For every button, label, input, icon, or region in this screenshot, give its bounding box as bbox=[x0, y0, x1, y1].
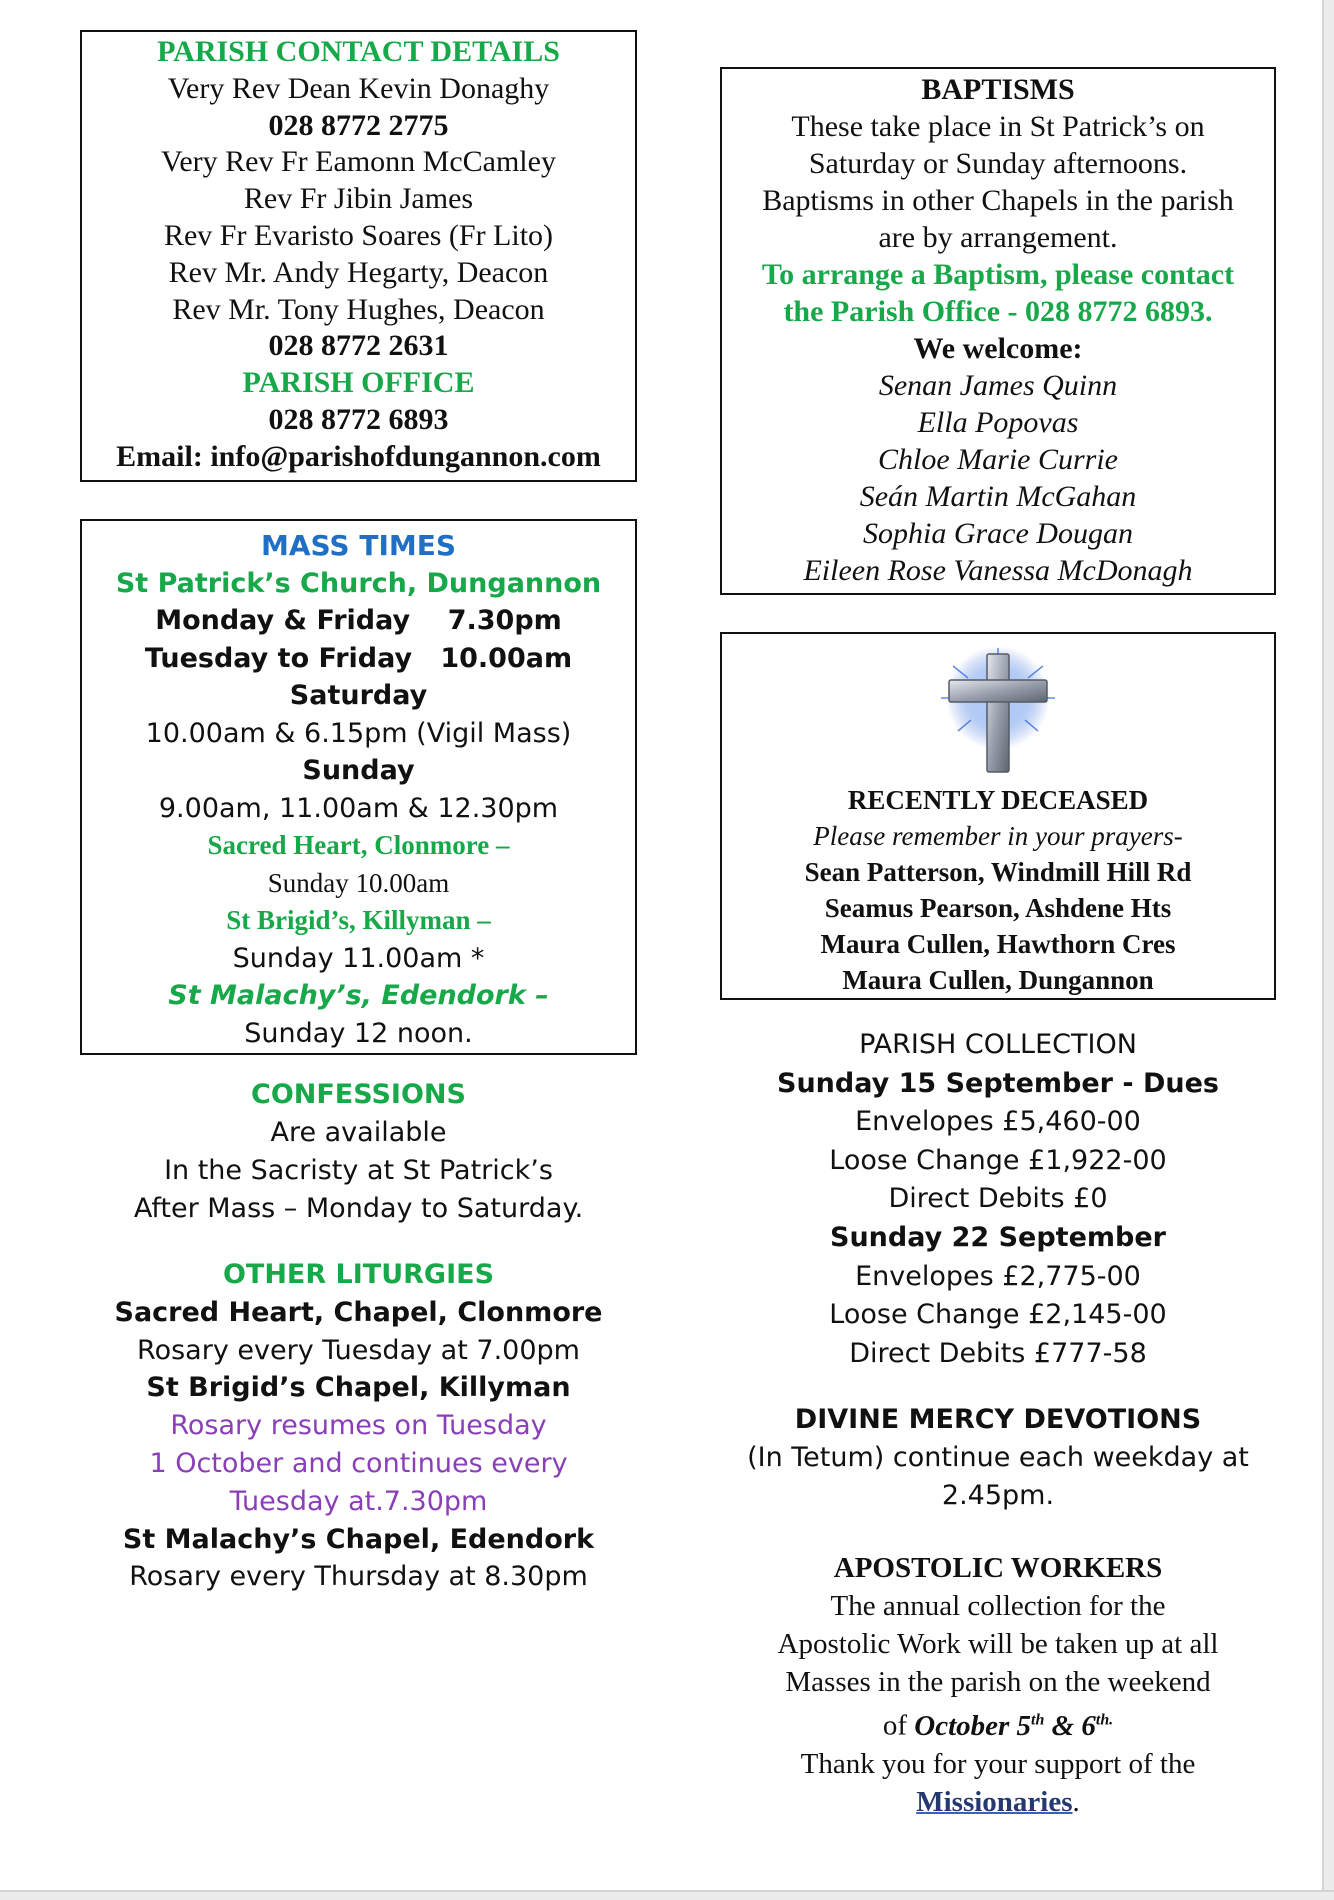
mass-chapel-1: Sacred Heart, Clonmore – bbox=[207, 830, 510, 860]
baptisms-line-3: Baptisms in other Chapels in the parish bbox=[762, 184, 1234, 217]
collection-loose-2: Loose Change £2,145-00 bbox=[829, 1299, 1167, 1331]
liturgy-place-3: St Malachy’s Chapel, Edendork bbox=[122, 1523, 595, 1555]
baptism-name: Chloe Marie Currie bbox=[878, 443, 1118, 476]
mass-sunday-label: Sunday bbox=[302, 755, 415, 786]
mass-church: St Patrick’s Church, Dungannon bbox=[115, 567, 602, 599]
deceased-name: Maura Cullen, Dungannon bbox=[842, 965, 1154, 995]
divine-mercy-section bbox=[720, 1401, 1276, 1515]
mass-weekday-2-text: Tuesday to Friday 10.00am bbox=[144, 642, 573, 674]
baptisms-welcome: We welcome: bbox=[913, 332, 1083, 365]
confessions-line-2: In the Sacristy at St Patrick’s bbox=[164, 1155, 553, 1186]
apostolic-date-1: October 5 bbox=[914, 1709, 1032, 1742]
apostolic-line-4 bbox=[720, 1701, 1276, 1745]
deceased-name: Maura Cullen, Hawthorn Cres bbox=[820, 929, 1176, 959]
mass-times-box bbox=[80, 519, 637, 1055]
apostolic-date-prefix: of bbox=[882, 1709, 915, 1742]
mass-chapel-1-time: Sunday 10.00am bbox=[267, 867, 450, 898]
mass-weekday-1 bbox=[82, 602, 635, 640]
parish-collection-section bbox=[720, 1026, 1276, 1373]
contact-priest-1: Very Rev Fr Eamonn McCamley bbox=[161, 145, 556, 179]
mass-weekday-1-text: Monday & Friday 7.30pm bbox=[155, 605, 562, 636]
confessions-line-3: After Mass – Monday to Saturday. bbox=[133, 1193, 584, 1224]
contact-deacon-1: Rev Mr. Andy Hegarty, Deacon bbox=[168, 255, 549, 289]
apostolic-date-2: & 6 bbox=[1044, 1709, 1096, 1742]
confessions-section bbox=[80, 1076, 637, 1228]
baptism-name: Seán Martin McGahan bbox=[859, 480, 1137, 513]
other-liturgies-section bbox=[80, 1256, 637, 1596]
liturgy-place-2-note-2: 1 October and continues every bbox=[149, 1447, 568, 1479]
baptism-name: Sophia Grace Dougan bbox=[863, 517, 1133, 550]
page-edge-bottom bbox=[0, 1890, 1334, 1900]
contact-heading: PARISH CONTACT DETAILS bbox=[157, 35, 560, 68]
missionaries-link[interactable]: Missionaries bbox=[916, 1785, 1073, 1818]
deceased-heading: RECENTLY DECEASED bbox=[847, 785, 1149, 815]
cross-icon bbox=[933, 646, 1063, 776]
contact-dean: Very Rev Dean Kevin Donaghy bbox=[167, 71, 550, 105]
confessions-heading: CONFESSIONS bbox=[251, 1079, 466, 1110]
page-edge-right bbox=[1322, 0, 1334, 1900]
liturgy-place-2-note-1: Rosary resumes on Tuesday bbox=[170, 1410, 547, 1442]
baptisms-line-2: Saturday or Sunday afternoons. bbox=[808, 147, 1188, 180]
office-heading: PARISH OFFICE bbox=[242, 366, 475, 400]
baptisms-contact-1: To arrange a Baptism, please contact bbox=[761, 258, 1235, 291]
apostolic-date-2-suffix: th. bbox=[1095, 1711, 1114, 1728]
liturgy-place-3-note: Rosary every Thursday at 8.30pm bbox=[129, 1561, 588, 1593]
divine-heading: DIVINE MERCY DEVOTIONS bbox=[794, 1404, 1202, 1435]
apostolic-line-6-end: . bbox=[1072, 1785, 1080, 1818]
baptism-name: Ella Popovas bbox=[917, 406, 1079, 439]
collection-envelopes-1: Envelopes £5,460-00 bbox=[855, 1106, 1141, 1138]
liturgies-heading: OTHER LITURGIES bbox=[222, 1259, 495, 1290]
collection-heading: PARISH COLLECTION bbox=[859, 1029, 1137, 1060]
contact-dean-phone: 028 8772 2775 bbox=[268, 108, 449, 142]
liturgy-place-2: St Brigid’s Chapel, Killyman bbox=[146, 1372, 571, 1404]
contact-clergy-phone: 028 8772 2631 bbox=[268, 329, 449, 363]
baptisms-line-4: are by arrangement. bbox=[878, 221, 1118, 254]
baptism-name: Eileen Rose Vanessa McDonagh bbox=[803, 554, 1193, 587]
mass-sunday-times: 9.00am, 11.00am & 12.30pm bbox=[158, 792, 559, 824]
deceased-name: Sean Patterson, Windmill Hill Rd bbox=[804, 857, 1192, 887]
contact-email: Email: info@parishofdungannon.com bbox=[116, 439, 601, 473]
liturgy-place-1-note: Rosary every Tuesday at 7.00pm bbox=[137, 1334, 580, 1366]
apostolic-line-1: The annual collection for the bbox=[830, 1590, 1166, 1622]
baptisms-heading: BAPTISMS bbox=[921, 73, 1075, 106]
divine-line-2: 2.45pm. bbox=[941, 1480, 1055, 1511]
mass-chapel-2-time: Sunday 11.00am * bbox=[232, 942, 485, 974]
mass-chapel-3: St Malachy’s, Edendork – bbox=[168, 980, 549, 1011]
office-phone: 028 8772 6893 bbox=[268, 402, 449, 436]
collection-date-2: Sunday 22 September bbox=[830, 1221, 1166, 1253]
contact-priest-2: Rev Fr Jibin James bbox=[243, 182, 474, 216]
contact-priest-3: Rev Fr Evaristo Soares (Fr Lito) bbox=[163, 218, 554, 252]
apostolic-date-1-suffix: th bbox=[1031, 1711, 1045, 1728]
mass-heading: MASS TIMES bbox=[260, 529, 457, 562]
baptisms-line-1: These take place in St Patrick’s on bbox=[791, 110, 1205, 143]
mass-weekday-2 bbox=[82, 640, 635, 678]
liturgy-place-1: Sacred Heart, Chapel, Clonmore bbox=[114, 1296, 603, 1328]
baptisms-contact-2: the Parish Office - 028 8772 6893. bbox=[783, 295, 1213, 328]
liturgy-place-2-note-3: Tuesday at.7.30pm bbox=[229, 1485, 488, 1517]
collection-direct-debits-2: Direct Debits £777-58 bbox=[849, 1337, 1147, 1369]
collection-direct-debits-1: Direct Debits £0 bbox=[888, 1183, 1108, 1215]
collection-date-1: Sunday 15 September - Dues bbox=[777, 1067, 1219, 1099]
collection-envelopes-2: Envelopes £2,775-00 bbox=[855, 1260, 1141, 1292]
collection-loose-1: Loose Change £1,922-00 bbox=[829, 1144, 1167, 1176]
mass-saturday-times: 10.00am & 6.15pm (Vigil Mass) bbox=[145, 717, 572, 749]
apostolic-date bbox=[914, 1710, 1113, 1742]
apostolic-line-3: Masses in the parish on the weekend bbox=[785, 1666, 1211, 1698]
apostolic-line-6 bbox=[720, 1783, 1276, 1821]
contact-deacon-2: Rev Mr. Tony Hughes, Deacon bbox=[172, 292, 545, 326]
deceased-intro: Please remember in your prayers- bbox=[813, 821, 1183, 851]
mass-saturday-label: Saturday bbox=[289, 680, 428, 711]
divine-line-1: (In Tetum) continue each weekday at bbox=[747, 1442, 1249, 1473]
apostolic-heading: APOSTOLIC WORKERS bbox=[833, 1552, 1163, 1584]
baptism-name: Senan James Quinn bbox=[878, 369, 1118, 402]
confessions-line-1: Are available bbox=[270, 1117, 447, 1148]
apostolic-workers-section bbox=[720, 1549, 1276, 1821]
apostolic-line-5: Thank you for your support of the bbox=[800, 1747, 1196, 1780]
apostolic-line-2: Apostolic Work will be taken up at all bbox=[777, 1628, 1219, 1660]
mass-chapel-2: St Brigid’s, Killyman – bbox=[226, 905, 491, 935]
deceased-name: Seamus Pearson, Ashdene Hts bbox=[824, 893, 1172, 923]
parish-contact-box bbox=[80, 30, 637, 482]
baptisms-box bbox=[720, 67, 1276, 595]
mass-chapel-3-time: Sunday 12 noon. bbox=[244, 1017, 473, 1049]
recently-deceased-box bbox=[720, 632, 1276, 1000]
